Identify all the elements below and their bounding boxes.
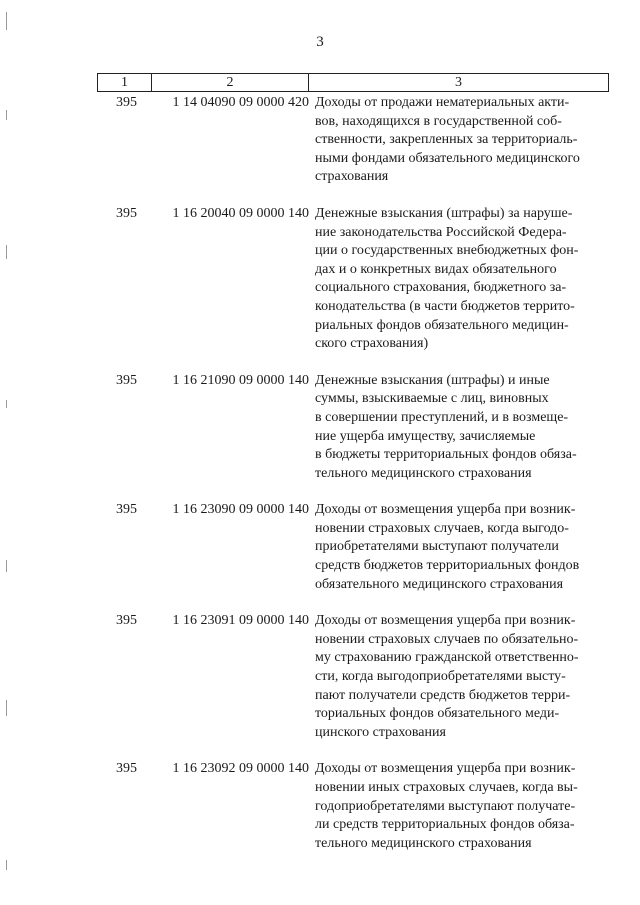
admin-code: 395 xyxy=(116,502,137,518)
revenue-description: Доходы от возмещения ущерба при возник- новении иных страховых случаев, когда вы- годоприобретателями выступают получате- ли средств территориальных фондов обяза- тельного медицинского страхования xyxy=(315,761,578,851)
header-col-2: 2 xyxy=(152,74,309,91)
table-row xyxy=(97,94,609,187)
table-row xyxy=(97,760,609,853)
budget-classification-code: 1 16 21090 09 0000 140 xyxy=(172,372,309,388)
scan-margin-marks xyxy=(6,0,8,905)
header-col-1: 1 xyxy=(98,74,152,91)
table-row xyxy=(97,205,609,354)
admin-code: 395 xyxy=(116,372,137,388)
budget-classification-code: 1 14 04090 09 0000 420 xyxy=(172,95,309,110)
revenue-description: Доходы от возмещения ущерба при возник- новении страховых случаев по обязательно- му страхованию гражданской ответственно- сти, когда выгодоприобретателями высту- пают получатели средств бюджетов терри- ториальных фондов обязательного меди- цинского страхования xyxy=(315,613,579,740)
revenue-description: Доходы от возмещения ущерба при возник- новении страховых случаев, когда выгодо- приобретателями выступают получатели средств бюджетов территориальных фондов обязательного медицинского страхования xyxy=(315,502,580,592)
revenue-description: Доходы от продажи нематериальных акти- вов, находящихся в государственной соб- ственности, закрепленных за территориаль- ными фондами обязательного медицинского страхования xyxy=(315,95,580,185)
budget-classification-code: 1 16 20040 09 0000 140 xyxy=(172,205,309,221)
budget-classification-code: 1 16 23091 09 0000 140 xyxy=(172,613,309,629)
table-row xyxy=(97,501,609,594)
admin-code: 395 xyxy=(116,205,137,221)
header-col-3: 3 xyxy=(455,75,462,90)
revenue-description: Денежные взыскания (штрафы) и иные суммы, взыскиваемые с лиц, виновных в совершении преступлений, и в возмеще- ние ущерба имуществу, зачисляемые в бюджеты территориальных фондов обяза- тельного медицинского страхования xyxy=(315,372,577,481)
budget-classification-code: 1 16 23092 09 0000 140 xyxy=(172,761,309,777)
table-header-row xyxy=(97,73,609,92)
revenue-description: Денежные взыскания (штрафы) за наруше- ние законодательства Российской Федера- ции о государственных внебюджетных фон- дах и о конкретных видах обязательного социального страхования, бюджетного за- конодательства (в части бюджетов террито- риальных фондов обязательного медицин- ского страхования) xyxy=(315,205,579,352)
table-row xyxy=(97,612,609,742)
table-row xyxy=(97,372,609,484)
page-number: 3 xyxy=(316,34,324,50)
admin-code: 395 xyxy=(116,95,137,110)
revenue-codes-table xyxy=(97,73,609,853)
budget-classification-code: 1 16 23090 09 0000 140 xyxy=(172,502,309,518)
admin-code: 395 xyxy=(116,761,137,777)
admin-code: 395 xyxy=(116,613,137,629)
